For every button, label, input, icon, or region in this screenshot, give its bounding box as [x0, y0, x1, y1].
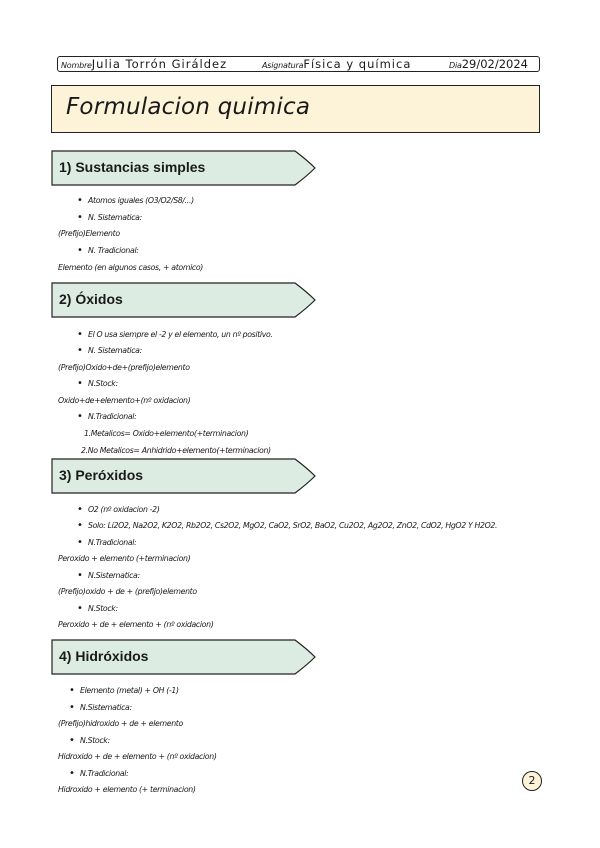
note-line: (Prefijo)hidroxido + de + elemento [58, 719, 183, 728]
bullet-item: • El O usa siempre el -2 y el elemento, un nº positivo. [88, 330, 273, 339]
note-line: (Prefijo)Oxido+de+(prefijo)elemento [58, 363, 190, 372]
name-field [61, 57, 227, 73]
subject-value: Física y química [303, 57, 412, 71]
subject-field [262, 57, 411, 73]
title-box [51, 85, 540, 133]
bullet-item: • Solo: Li2O2, Na2O2, K2O2, Rb2O2, Cs2O2, MgO2, CaO2, SrO2, BaO2, Cu2O2, Ag2O2, ZnO2, CdO2, HgO2 Y H2O2. [88, 521, 497, 530]
note-line: Hidroxido + de + elemento + (nº oxidacion) [58, 752, 217, 761]
subject-label: Asignatura [262, 61, 304, 70]
page-number-badge: 2 [522, 771, 542, 791]
date-value: 29/02/2024 [461, 57, 528, 71]
section-banner-3 [51, 458, 315, 494]
section-banner-2 [51, 282, 315, 318]
page-title: Formulacion quimica [66, 94, 311, 120]
bullet-item: • N. Sistematica: [88, 213, 142, 222]
bullet-item: • N. Sistematica: [88, 346, 142, 355]
bullet-item: • N.Stock: [80, 736, 110, 745]
bullet-item: • N.Stock: [88, 604, 118, 613]
note-line: Oxido+de+elemento+(nº oxidacion) [58, 396, 191, 405]
date-field [449, 57, 528, 73]
date-label: Dia [449, 61, 462, 70]
bullet-item: • N.Stock: [88, 379, 118, 388]
numbered-line: 1.Metalicos= Oxido+elemento(+terminacion) [84, 429, 249, 438]
bullet-item: • Atomos iguales (O3/O2/S8/...) [88, 196, 194, 205]
section-title: 2) Óxidos [59, 291, 123, 307]
numbered-line: 2.No Metalicos= Anhidrido+elemento(+terminacion) [81, 446, 271, 455]
bullet-item: • N.Sistematica: [80, 703, 132, 712]
bullet-item: • Elemento (metal) + OH (-1) [80, 686, 179, 695]
bullet-item: • N.Tradicional: [88, 538, 136, 547]
note-line: Peroxido + elemento (+terminacion) [58, 554, 191, 563]
bullet-item: • N.Sistematica: [88, 571, 140, 580]
section-title: 1) Sustancias simples [59, 159, 206, 175]
section-banner-1 [51, 150, 315, 186]
section-title: 4) Hidróxidos [59, 648, 149, 664]
header-bar [57, 56, 540, 72]
note-line: Hidroxido + elemento (+ terminacion) [58, 785, 196, 794]
section-banner-4 [51, 639, 315, 675]
note-line: Elemento (en algunos casos, + atomico) [58, 263, 203, 272]
note-line: Peroxido + de + elemento + (nº oxidacion) [58, 620, 214, 629]
bullet-item: • N.Tradicional: [88, 412, 136, 421]
section-title: 3) Peróxidos [59, 467, 144, 483]
bullet-item: • O2 (nº oxidacion -2) [88, 505, 159, 514]
name-value: Julia Torrón Giráldez [91, 57, 228, 71]
bullet-item: • N.Tradicional: [80, 769, 128, 778]
bullet-item: • N. Tradicional: [88, 246, 139, 255]
name-label: Nombre [61, 61, 92, 70]
note-line: (Prefijo)Elemento [58, 229, 120, 238]
note-line: (Prefijo)oxido + de + (prefijo)elemento [58, 587, 197, 596]
